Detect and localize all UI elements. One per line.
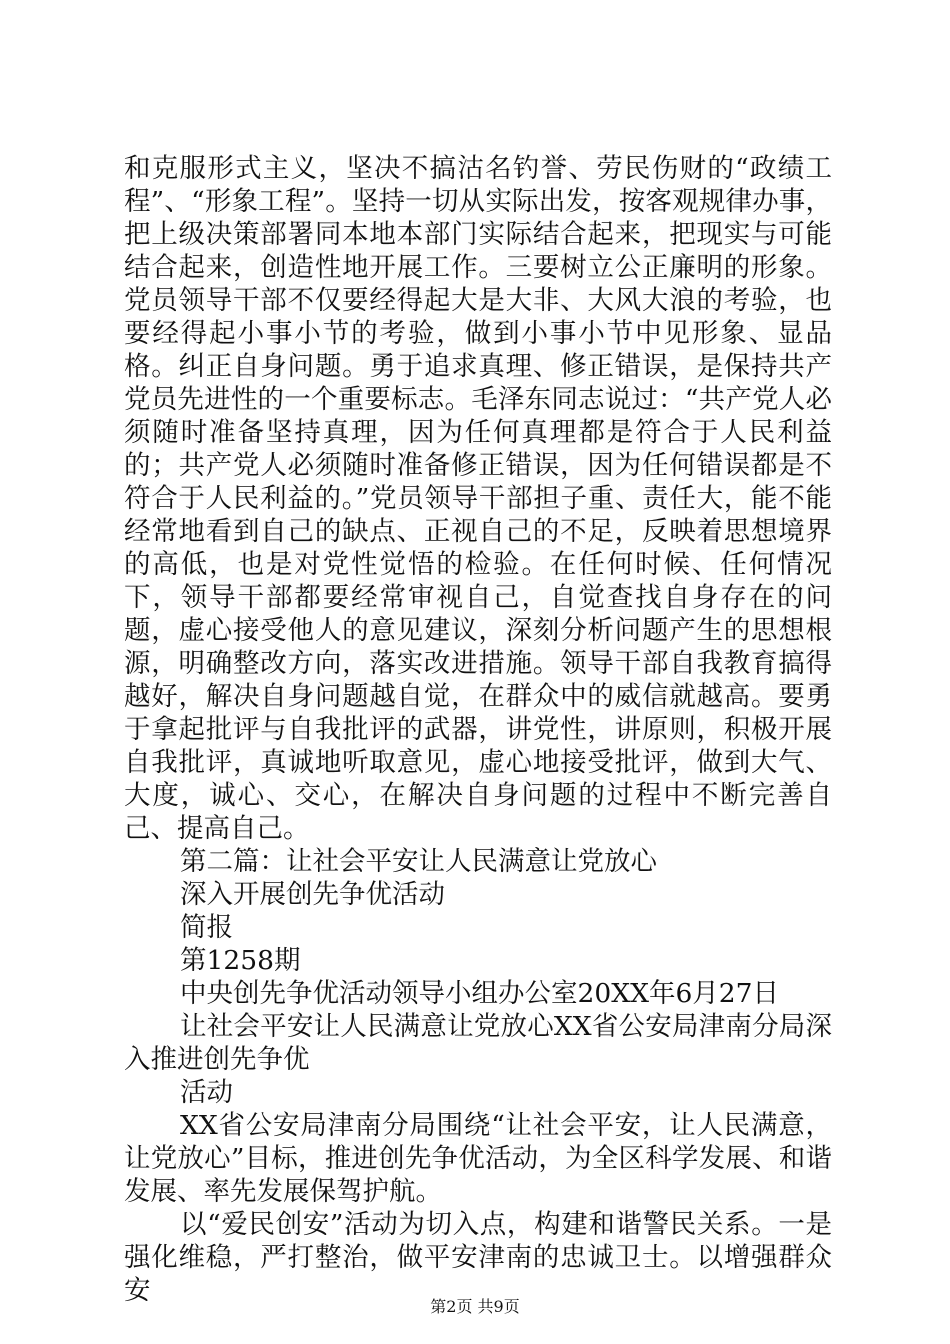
issuer-date-line: 中央创先争优活动领导小组办公室20XX年6月27日 [180, 978, 780, 1009]
document-body [124, 152, 832, 1307]
bulletin-label: 简报 [180, 912, 233, 943]
article-headline-cont: 活动 [180, 1077, 233, 1108]
section-title: 第二篇：让社会平安让人民满意让党放心 [180, 846, 657, 877]
paragraph-continuation: 和克服形式主义，坚决不搞沽名钓誉、劳民伤财的“政绩工程”、“形象工程”。坚持一切从实际出发，按客观规律办事，把上级决策部署同本地本部门实际结合起来，把现实与可能结合起来，创造性地开展工作。三要树立公正廉明的形象。党员领导干部不仅要经得起大是大非、大风大浪的考验，也要经得起小事小节的考验，做到小事小节中见形象、显品格。纠正自身问题。勇于追求真理、修正错误，是保持共产党员先进性的一个重要标志。毛泽东同志说过：“共产党人必须随时准备坚持真理，因为任何真理都是符合于人民利益的；共产党人必须随时准备修正错误，因为任何错误都是不符合于人民利益的。”党员领导干部担子重、责任大，能不能经常地看到自己的缺点、正视自己的不足，反映着思想境界的高低，也是对党性觉悟的检验。在任何时候、任何情况下，领导干部都要经常审视自己，自觉查找自身存在的问题，虚心接受他人的意见建议，深刻分析问题产生的思想根源，明确整改方向，落实改进措施。领导干部自我教育搞得越好，解决自身问题越自觉，在群众中的威信就越高。要勇于拿起批评与自我批评的武器，讲党性，讲原则，积极开展自我批评，真诚地听取意见，虚心地接受批评，做到大气、大度，诚心、交心，在解决自身问题的过程中不断完善自己、提高自己。 [124, 153, 832, 844]
issue-number: 第1258期 [180, 945, 301, 976]
article-headline: 让社会平安让人民满意让党放心XX省公安局津南分局深入推进创先争优 [124, 1011, 832, 1075]
subtitle-line: 深入开展创先争优活动 [180, 879, 445, 910]
article-paragraph: 以“爱民创安”活动为切入点，构建和谐警民关系。一是强化维稳，严打整治，做平安津南的忠诚卫士。以增强群众安 [124, 1209, 832, 1306]
page-footer: 第2页 共9页 [430, 1297, 520, 1316]
article-paragraph: XX省公安局津南分局围绕“让社会平安，让人民满意，让党放心”目标，推进创先争优活动，为全区科学发展、和谐发展、率先发展保驾护航。 [124, 1110, 832, 1207]
